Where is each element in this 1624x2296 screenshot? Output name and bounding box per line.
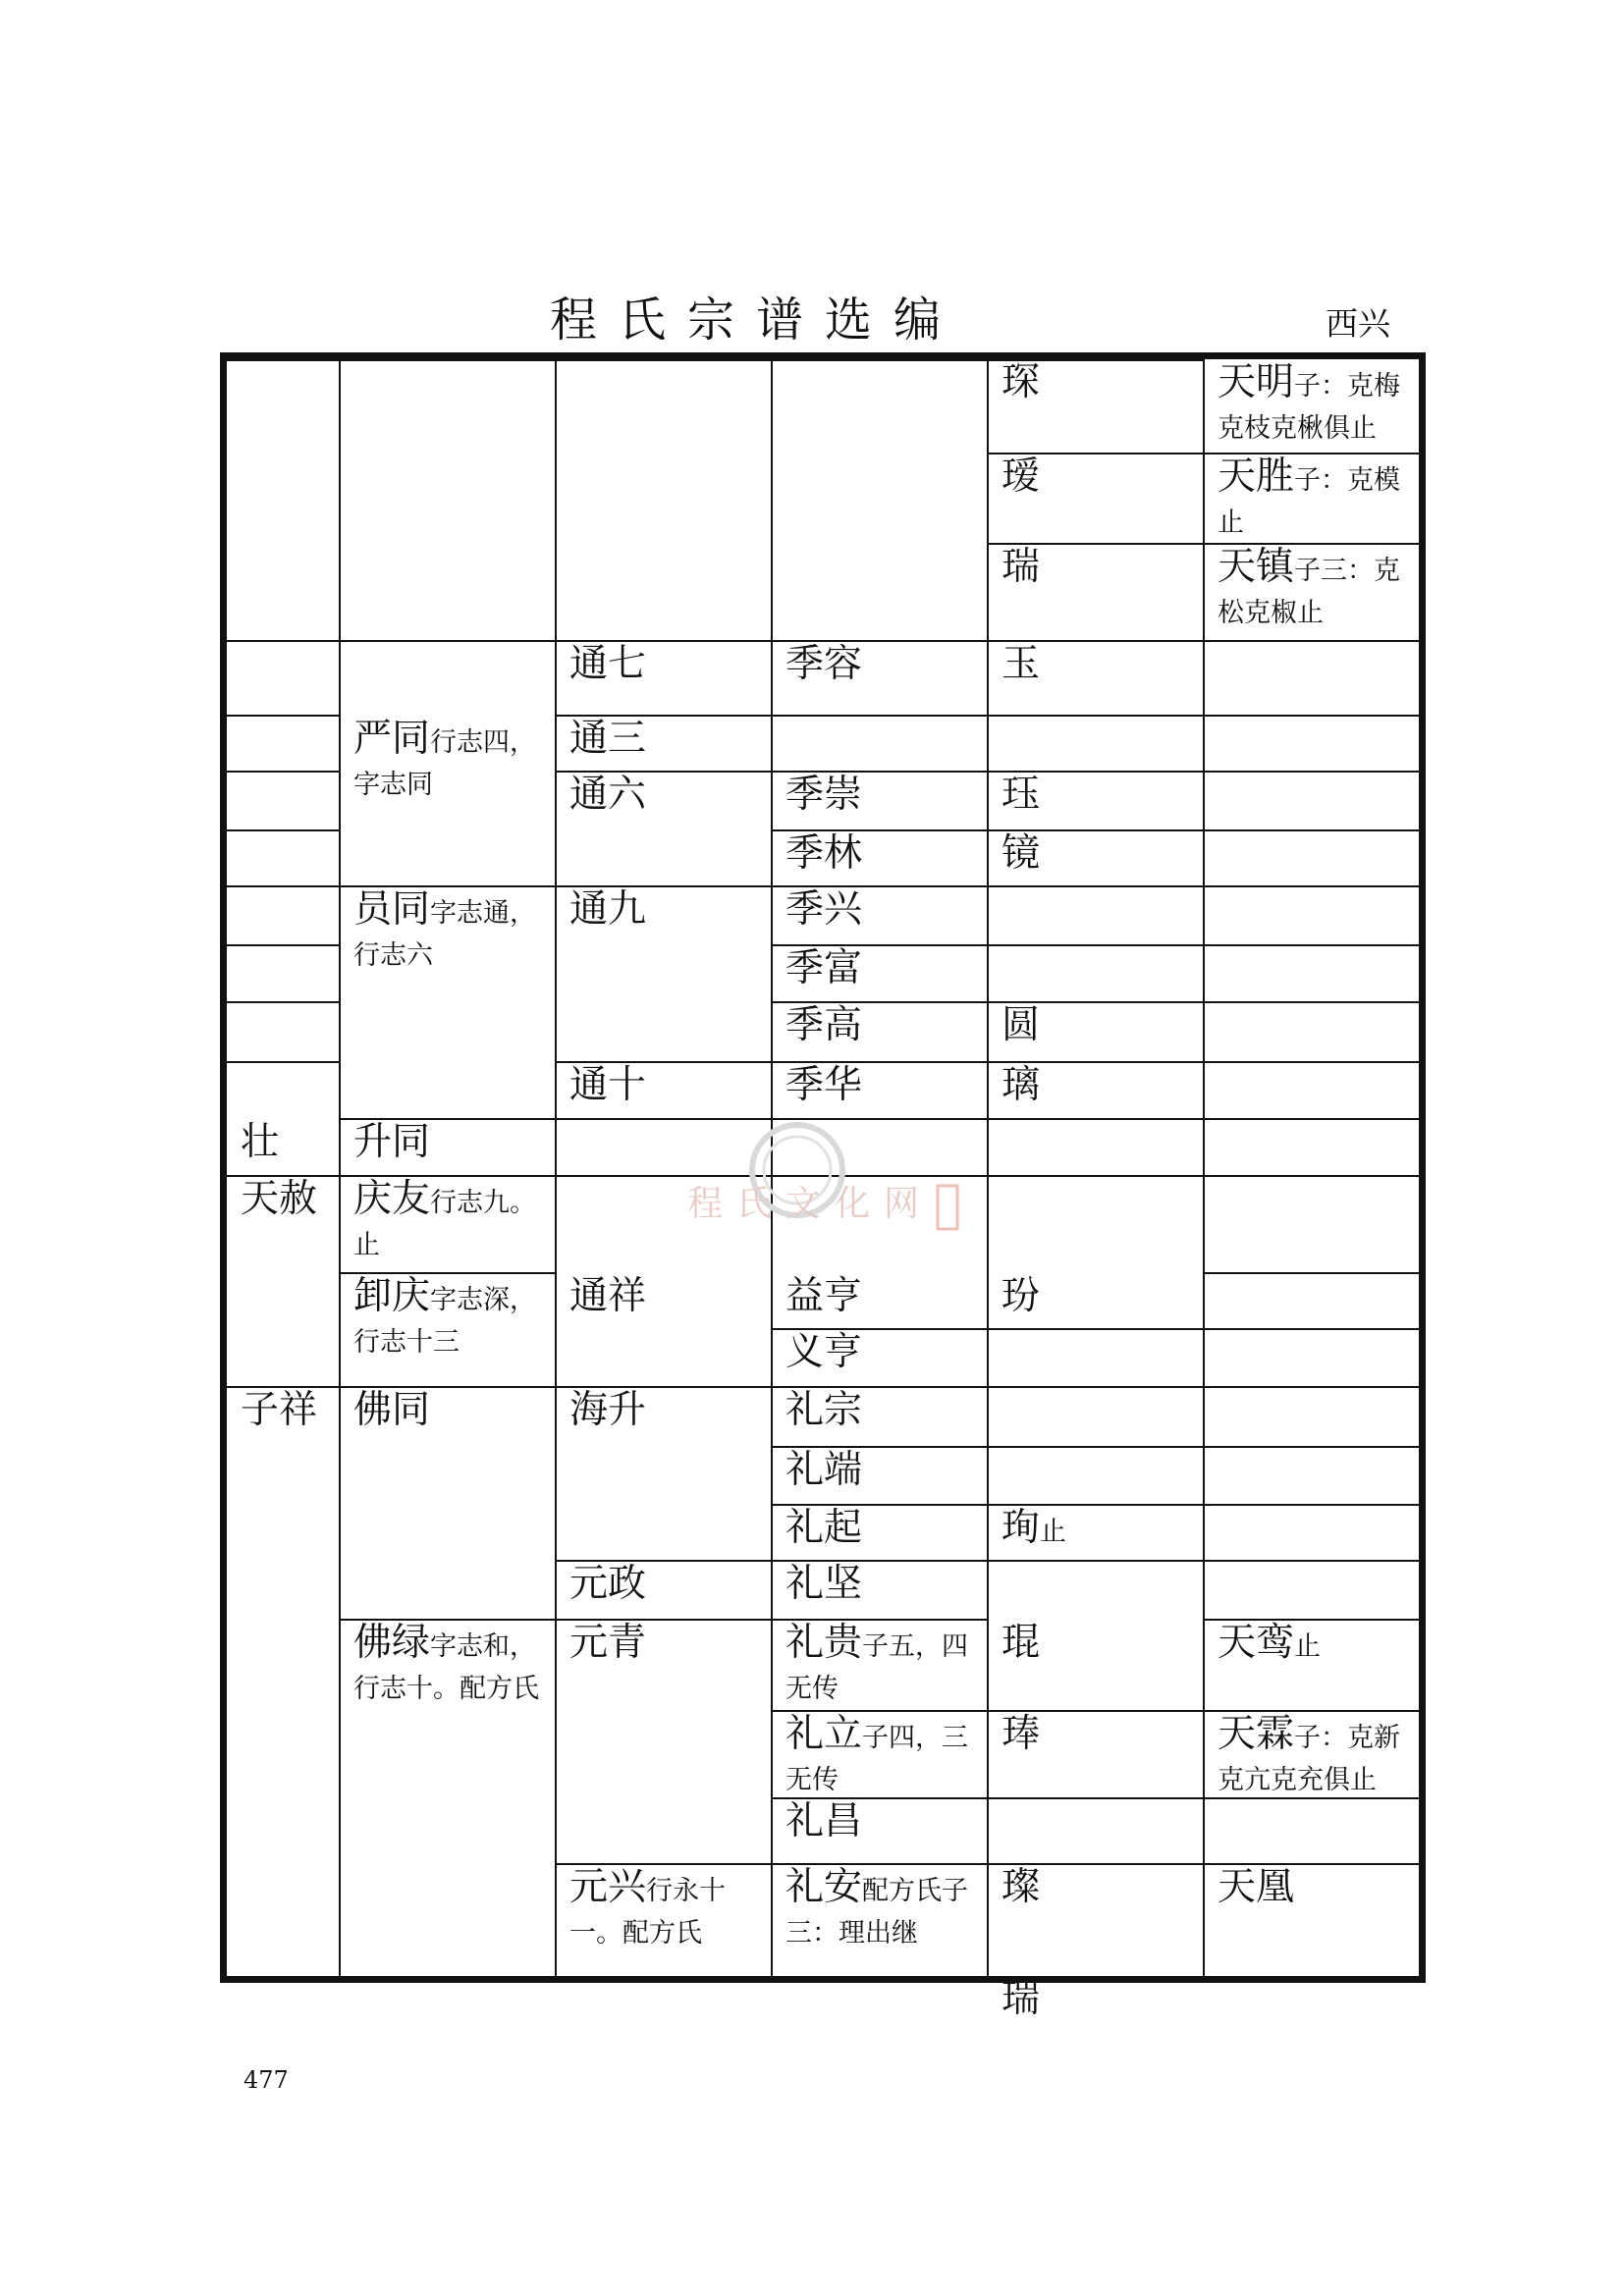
table-cell [340, 716, 556, 886]
person-name: 升同 [353, 1120, 431, 1164]
table-rule [227, 885, 340, 887]
table-rule [1204, 1619, 1419, 1621]
table-rule [1204, 1863, 1419, 1865]
person-name: 礼昌 [785, 1799, 863, 1843]
table-rule [1204, 715, 1419, 717]
table-rule [339, 359, 341, 1976]
seal-watermark-icon [687, 1099, 962, 1256]
region-label: 西兴 [1326, 304, 1390, 343]
table-rule [1204, 1061, 1419, 1063]
table-rule [988, 1560, 1204, 1562]
table-rule [1203, 359, 1205, 1976]
table-rule [340, 1386, 556, 1388]
table-rule [988, 1061, 1204, 1063]
table-rule [556, 1560, 772, 1562]
table-cell [340, 1119, 556, 1176]
table-rule [1204, 453, 1419, 454]
person-name: 天胜 [1218, 454, 1295, 499]
person-name: 珏 [1001, 773, 1041, 817]
table-rule [340, 1175, 556, 1177]
table-rule [988, 543, 1204, 545]
table-rule [988, 1386, 1204, 1388]
watermark-text: 程氏文化网 [687, 1184, 934, 1224]
person-note: 子四，三无传 [785, 1723, 969, 1795]
person-name: 琛 [1001, 360, 1041, 404]
table-rule [988, 453, 1204, 454]
table-cell [772, 772, 988, 830]
table-rule [772, 1619, 988, 1621]
table-rule [988, 1446, 1204, 1448]
table-rule [1204, 1446, 1419, 1448]
table-cell [772, 1798, 988, 1864]
table-rule [340, 640, 556, 642]
table-rule [556, 715, 772, 717]
table-cell [556, 1561, 772, 1620]
table-rule [556, 1061, 772, 1063]
person-name: 季崇 [785, 773, 863, 817]
person-name: 通七 [569, 642, 647, 686]
table-cell [988, 544, 1204, 641]
person-name: 季富 [785, 946, 863, 990]
person-note: 止 [1040, 1517, 1067, 1547]
table-cell [556, 641, 772, 716]
table-cell [772, 641, 988, 716]
table-cell [772, 1447, 988, 1505]
table-rule [1204, 885, 1419, 887]
person-name: 佛绿 [353, 1621, 431, 1665]
person-note: 行永十一。配方氏 [569, 1876, 727, 1949]
table-rule [227, 640, 340, 642]
person-note: 行志四，字志同 [353, 727, 537, 800]
table-rule [988, 1175, 1204, 1177]
table-rule [1204, 944, 1419, 946]
table-rule [772, 1061, 988, 1063]
table-rule [1204, 1797, 1419, 1799]
person-note: 子：克模止 [1218, 465, 1401, 538]
table-rule [340, 359, 556, 361]
table-rule [772, 944, 988, 946]
table-rule [988, 1001, 1204, 1003]
table-rule [1204, 1710, 1419, 1712]
person-name: 义亨 [785, 1330, 863, 1374]
person-note: 字志和，行志十。配方氏 [353, 1631, 539, 1704]
table-rule [987, 359, 989, 1976]
table-cell [772, 1387, 988, 1447]
person-note: 子五，四无传 [785, 1631, 969, 1704]
person-name: 季兴 [785, 887, 863, 932]
table-cell [340, 1620, 556, 1712]
person-name: 瑷 [1001, 454, 1041, 499]
table-rule [1204, 1272, 1419, 1274]
table-cell [772, 1561, 988, 1620]
table-rule [772, 715, 988, 717]
table-rule [227, 1386, 340, 1388]
person-name: 礼安 [785, 1865, 863, 1909]
table-rule [988, 885, 1204, 887]
person-name: 璨 [1001, 1865, 1041, 1909]
person-name: 季华 [785, 1063, 863, 1107]
table-rule [988, 829, 1204, 831]
table-rule [772, 1504, 988, 1506]
table-cell [556, 1387, 772, 1561]
page-title: 程氏宗谱选编 [550, 293, 963, 347]
person-name: 琨 [1001, 1621, 1041, 1665]
person-note: 行志九。止 [353, 1188, 537, 1260]
table-rule [772, 1797, 988, 1799]
table-cell [988, 454, 1204, 544]
table-rule [988, 1797, 1204, 1799]
table-rule [1204, 1328, 1419, 1330]
table-rule [772, 359, 988, 361]
table-cell [556, 1620, 772, 1864]
person-name: 通六 [569, 773, 647, 817]
table-cell [340, 1273, 556, 1387]
person-name: 礼坚 [785, 1562, 863, 1606]
table-rule [772, 771, 988, 773]
table-cell [772, 1002, 988, 1062]
person-note: 子三：克松克椒止 [1218, 556, 1401, 628]
person-name: 元兴 [569, 1865, 647, 1909]
person-name: 璃 [1001, 1063, 1041, 1107]
table-cell [988, 1864, 1204, 1976]
person-name: 天镇 [1218, 545, 1295, 589]
table-rule [227, 715, 340, 717]
table-rule [988, 1118, 1204, 1120]
table-cell [988, 641, 1204, 716]
table-rule [772, 1001, 988, 1003]
table-cell [556, 1273, 772, 1387]
person-name: 季林 [785, 831, 863, 876]
table-rule [227, 829, 340, 831]
table-rule [556, 640, 772, 642]
table-rule [1204, 543, 1419, 545]
table-rule [1204, 829, 1419, 831]
table-cell [988, 1002, 1204, 1062]
table-cell [772, 830, 988, 886]
page-number: 477 [244, 2066, 289, 2094]
table-cell [1204, 1620, 1419, 1711]
person-name: 卸庆 [353, 1274, 431, 1318]
table-rule [556, 1619, 772, 1621]
table-rule [772, 1863, 988, 1865]
table-cell [1204, 1864, 1419, 1976]
person-name: 镜 [1001, 831, 1041, 876]
person-name: 礼宗 [785, 1388, 863, 1432]
person-name: 珣 [1001, 1506, 1041, 1550]
table-rule [988, 1863, 1204, 1865]
table-cell [988, 1620, 1204, 1711]
person-name: 天霖 [1218, 1712, 1295, 1756]
table-cell [772, 886, 988, 945]
table-cell [340, 886, 556, 1119]
table-rule [1204, 1504, 1419, 1506]
table-rule [556, 1863, 772, 1865]
person-name: 元政 [569, 1562, 647, 1606]
table-cell [340, 1387, 556, 1620]
person-name: 玉 [1001, 642, 1041, 686]
person-note: 止 [1294, 1631, 1322, 1662]
person-note: 字志深，行志十三 [353, 1285, 537, 1358]
table-rule [340, 1619, 556, 1621]
table-rule [772, 885, 988, 887]
table-rule [556, 771, 772, 773]
table-rule [340, 885, 556, 887]
table-rule [772, 829, 988, 831]
table-cell [772, 1864, 988, 1956]
table-cell [772, 1329, 988, 1387]
person-name: 通十 [569, 1063, 647, 1107]
table-rule [988, 1328, 1204, 1330]
table-cell [227, 1176, 340, 1387]
table-cell [772, 1505, 988, 1561]
person-name: 天明 [1218, 360, 1295, 404]
table-cell [772, 945, 988, 1002]
person-name: 严同 [353, 717, 431, 761]
table-cell [988, 1711, 1204, 1798]
table-cell [772, 1273, 988, 1329]
person-name: 通九 [569, 887, 647, 932]
table-rule [772, 1710, 988, 1712]
person-name: 礼立 [785, 1712, 863, 1756]
table-rule [227, 771, 340, 773]
table-rule [988, 359, 1204, 361]
table-cell [1204, 359, 1419, 454]
table-rule [772, 1560, 988, 1562]
table-cell [1204, 454, 1419, 544]
table-rule [1204, 771, 1419, 773]
table-rule [556, 1386, 772, 1388]
person-name: 通三 [569, 717, 647, 761]
table-cell [988, 830, 1204, 886]
person-name: 天鸾 [1218, 1621, 1295, 1665]
table-rule [772, 1328, 988, 1330]
table-rule [555, 359, 557, 1976]
person-name: 季高 [785, 1003, 863, 1047]
table-rule [556, 885, 772, 887]
table-rule [340, 1272, 556, 1274]
table-rule [340, 1118, 556, 1120]
table-rule [1204, 1560, 1419, 1562]
table-cell [988, 1976, 1204, 2026]
person-name: 佛同 [353, 1388, 431, 1432]
table-cell [340, 1176, 556, 1273]
person-name: 玢 [1001, 1274, 1041, 1318]
person-name: 礼贵 [785, 1621, 863, 1665]
table-rule [988, 944, 1204, 946]
table-rule [988, 1504, 1204, 1506]
table-rule [988, 715, 1204, 717]
table-cell [988, 1273, 1204, 1329]
table-cell [227, 1387, 340, 1437]
table-rule [772, 1386, 988, 1388]
table-rule [772, 1446, 988, 1448]
person-name: 益亨 [785, 1274, 863, 1318]
table-cell [556, 886, 772, 1062]
person-name: 壮 [241, 1120, 280, 1164]
table-cell [556, 1864, 772, 1956]
person-name: 庆友 [353, 1177, 431, 1221]
table-cell [1204, 1711, 1419, 1798]
table-rule [1204, 1386, 1419, 1388]
table-cell [988, 359, 1204, 454]
table-cell [556, 716, 772, 772]
person-name: 圆 [1001, 1003, 1041, 1047]
table-rule [1204, 1001, 1419, 1003]
person-name: 通祥 [569, 1274, 647, 1318]
person-name: 琫 [1001, 1712, 1041, 1756]
table-rule [988, 771, 1204, 773]
table-cell [772, 1620, 988, 1711]
table-cell [988, 1505, 1204, 1561]
person-name: 天凰 [1218, 1865, 1295, 1909]
table-cell [988, 772, 1204, 830]
table-rule [1204, 1175, 1419, 1177]
table-rule [227, 1001, 340, 1003]
person-name: 季容 [785, 642, 863, 686]
person-name: 天赦 [241, 1177, 318, 1221]
person-name: 瑞 [1001, 1977, 1041, 2021]
table-rule [988, 1710, 1204, 1712]
table-rule [227, 944, 340, 946]
table-cell [227, 1119, 340, 1176]
person-name: 员同 [353, 887, 431, 932]
person-name: 子祥 [241, 1388, 318, 1432]
person-name: 元青 [569, 1621, 647, 1665]
person-note: 配方氏子三：理出继 [785, 1876, 969, 1949]
person-note: 子：克梅克枝克楸俱止 [1218, 371, 1401, 444]
table-cell [988, 1062, 1204, 1119]
person-name: 瑞 [1001, 545, 1041, 589]
person-name: 礼端 [785, 1448, 863, 1492]
table-rule [988, 640, 1204, 642]
person-name: 海升 [569, 1388, 647, 1432]
person-name: 礼起 [785, 1506, 863, 1550]
table-cell [1204, 544, 1419, 641]
table-rule [772, 640, 988, 642]
table-rule [227, 1175, 340, 1177]
table-rule [227, 359, 340, 361]
table-cell [556, 772, 772, 886]
table-rule [1204, 640, 1419, 642]
table-cell [772, 1711, 988, 1798]
table-rule [556, 359, 772, 361]
table-rule [227, 1061, 340, 1063]
person-note: 子：克新克亢克充俱止 [1218, 1723, 1401, 1795]
table-rule [1204, 1118, 1419, 1120]
person-note: 字志通，行志六 [353, 898, 537, 971]
